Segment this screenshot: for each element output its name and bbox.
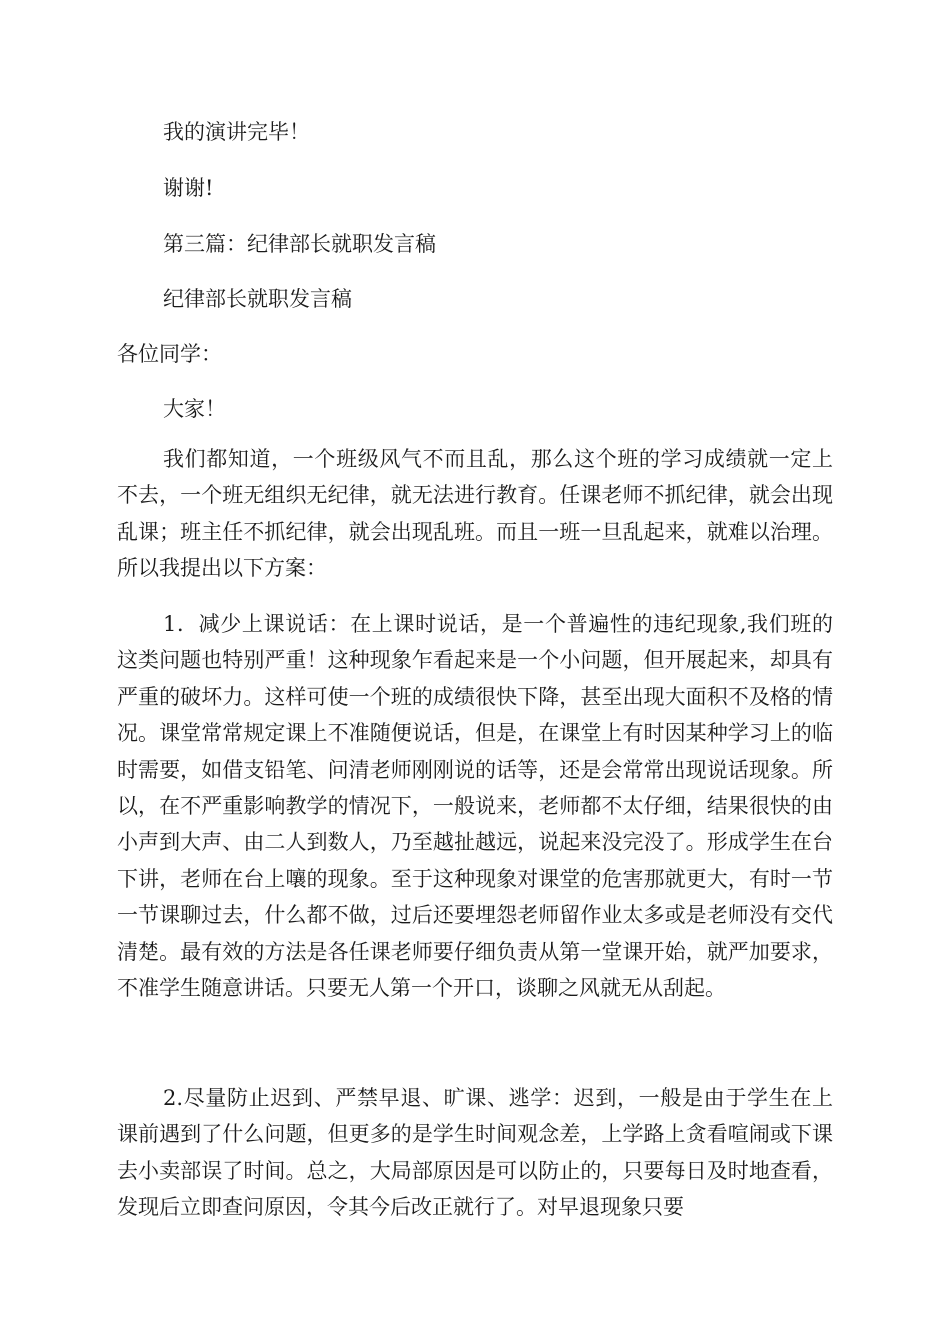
section-heading: 第三篇：纪律部长就职发言稿 bbox=[163, 232, 436, 256]
greeting: 大家！ bbox=[163, 397, 226, 421]
speech-title: 纪律部长就职发言稿 bbox=[163, 287, 352, 311]
closing-line: 我的演讲完毕！ bbox=[163, 120, 310, 144]
paragraph-intro: 我们都知道，一个班级风气不而且乱，那么这个班的学习成绩就一定上不去，一个班无组织无纪律，就无法进行教育。任课老师不抓纪律，就会出现乱课；班主任不抓纪律，就会出现乱班。而且一班一旦乱起来，就难以治理。所以我提出以下方案： bbox=[117, 447, 833, 581]
paragraph-item-1: 1．减少上课说话：在上课时说话，是一个普遍性的违纪现象,我们班的这类问题也特别严重！这种现象乍看起来是一个小问题，但开展起来，却具有严重的破坏力。这样可使一个班的成绩很快下降，甚至出现大面积不及格的情况。课堂常常规定课上不准随便说话，但是，在课堂上有时因某种学习上的临时需要，如借支铅笔、问清老师刚刚说的话等，还是会常常出现说话现象。所以，在不严重影响教学的情况下，一般说来，老师都不太仔细，结果很快的由小声到大声、由二人到数人，乃至越扯越远，说起来没完没了。形成学生在台下讲，老师在台上嚷的现象。至于这种现象对课堂的危害那就更大，有时一节一节课聊过去，什么都不做，过后还要埋怨老师留作业太多或是老师没有交代清楚。最有效的方法是各任课老师要仔细负责从第一堂课开始，就严加要求，不准学生随意讲话。只要无人第一个开口，谈聊之风就无从刮起。 bbox=[117, 612, 833, 1001]
thanks-line: 谢谢! bbox=[163, 176, 214, 200]
paragraph-item-2: 2.尽量防止迟到、严禁早退、旷课、逃学：迟到，一般是由于学生在上课前遇到了什么问题，但更多的是学生时间观念差，上学路上贪看喧闹或下课去小卖部误了时间。总之，大局部原因是可以防止的，只要每日及时地查看，发现后立即查问原因，令其今后改正就行了。对早退现象只要 bbox=[117, 1086, 833, 1220]
salutation: 各位同学： bbox=[117, 342, 222, 366]
